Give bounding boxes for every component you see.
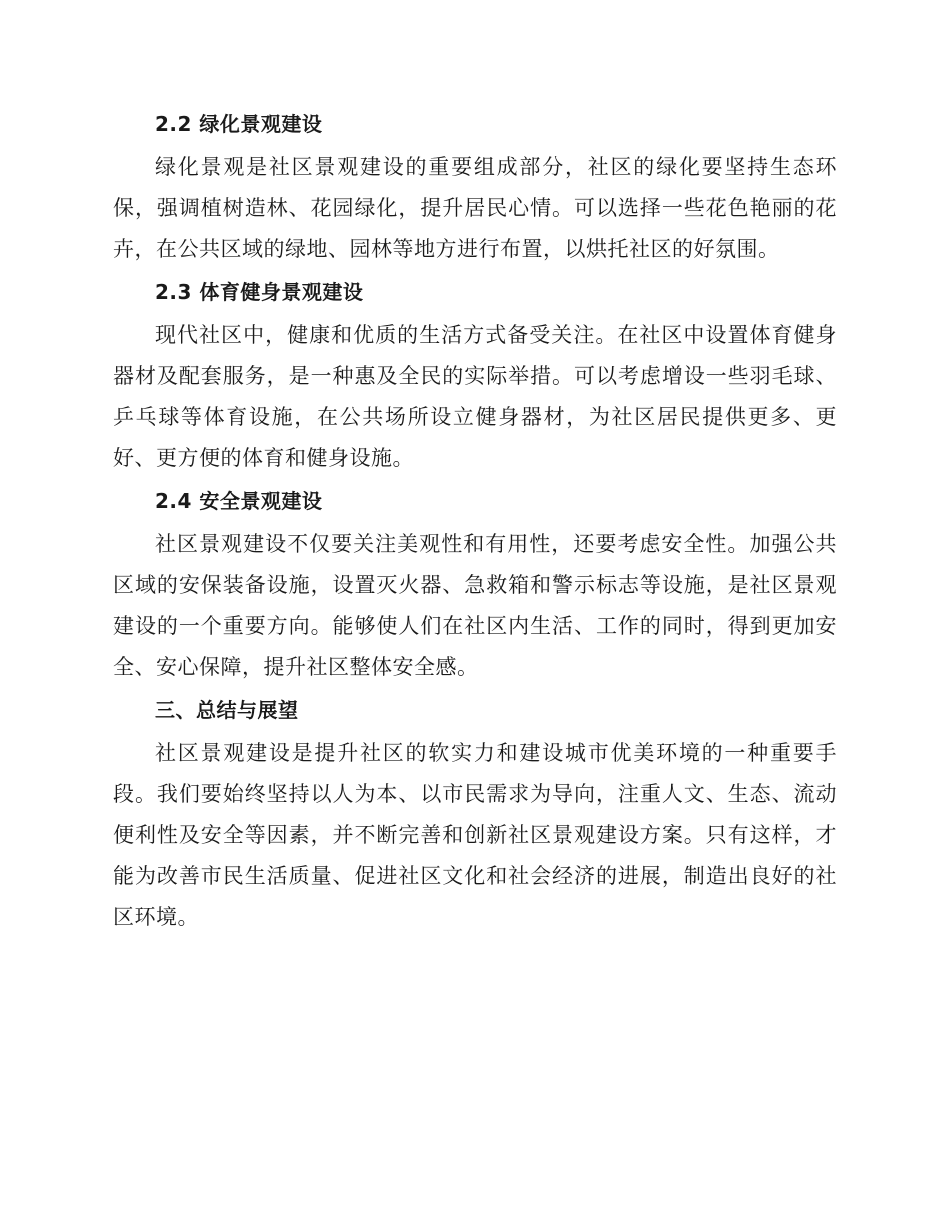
section-safety xyxy=(113,487,837,688)
section-paragraph: 社区景观建设是提升社区的软实力和建设城市优美环境的一种重要手段。我们要始终坚持以人为本、以市民需求为导向，注重人文、生态、流动便利性及安全等因素，并不断完善和创新社区景观建设方案。只有这样，才能为改善市民生活质量、促进社区文化和社会经济的进展，制造出良好的社区环境。 xyxy=(113,741,837,929)
section-summary xyxy=(113,696,837,938)
section-heading: 2.2 绿化景观建设 xyxy=(155,112,323,136)
section-paragraph: 社区景观建设不仅要关注美观性和有用性，还要考虑安全性。加强公共区域的安保装备设施，设置灭火器、急救箱和警示标志等设施，是社区景观建设的一个重要方向。能够使人们在社区内生活、工作的同时，得到更加安全、安心保障，提升社区整体安全感。 xyxy=(113,532,837,679)
section-fitness xyxy=(113,278,837,479)
section-heading: 三、总结与展望 xyxy=(155,698,299,722)
section-paragraph: 绿化景观是社区景观建设的重要组成部分，社区的绿化要坚持生态环保，强调植树造林、花园绿化，提升居民心情。可以选择一些花色艳丽的花卉，在公共区域的绿地、园林等地方进行布置，以烘托社区的好氛围。 xyxy=(113,155,837,261)
document-page xyxy=(113,110,837,946)
section-greening xyxy=(113,110,837,270)
section-heading: 2.4 安全景观建设 xyxy=(155,489,323,513)
section-heading: 2.3 体育健身景观建设 xyxy=(155,280,364,304)
section-paragraph: 现代社区中，健康和优质的生活方式备受关注。在社区中设置体育健身器材及配套服务，是一种惠及全民的实际举措。可以考虑增设一些羽毛球、乒乓球等体育设施，在公共场所设立健身器材，为社区居民提供更多、更好、更方便的体育和健身设施。 xyxy=(113,323,837,470)
